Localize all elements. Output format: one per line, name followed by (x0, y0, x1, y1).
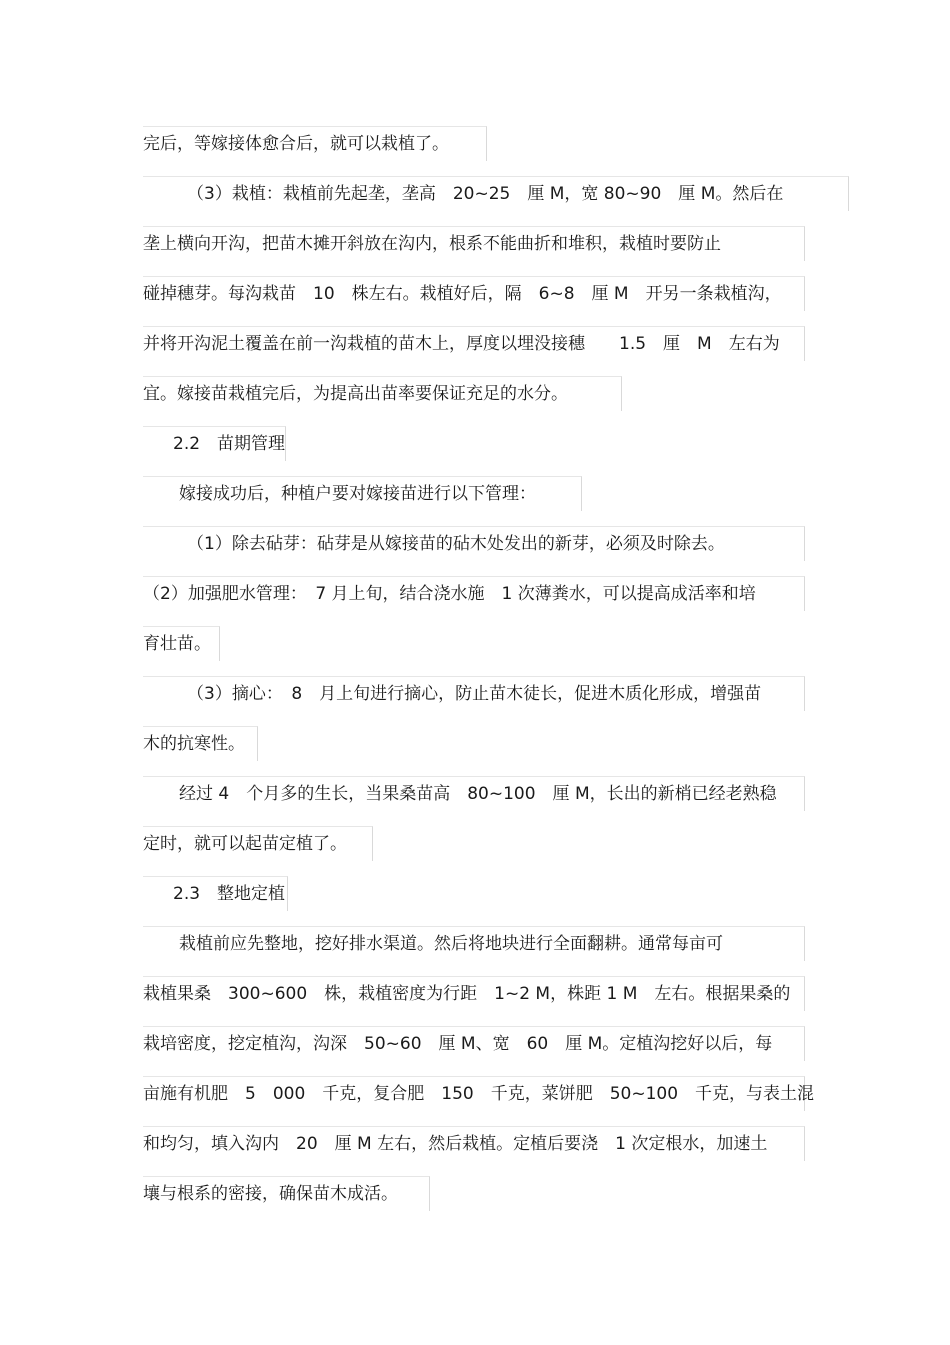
text-line-12: （3）摘心： 8 月上旬进行摘心，防止苗木徒长，促进木质化形成，增强苗 (143, 676, 805, 711)
text-line-18: 栽植果桑 300~600 株，栽植密度为行距 1~2 M，株距 1 M 左右。根据果桑的 (143, 976, 805, 1011)
text-line-4: 碰掉穗芽。每沟栽苗 10 株左右。栽植好后，隔 6~8 厘 M 开另一条栽植沟， (143, 276, 805, 311)
text-line-5: 并将开沟泥土覆盖在前一沟栽植的苗木上，厚度以埋没接穗 1.5 厘 M 左右为 (143, 326, 805, 361)
text-line-20: 亩施有机肥 5 000 千克，复合肥 150 千克，菜饼肥 50~100 千克，与表土混 (143, 1076, 805, 1111)
text-line-9: （1）除去砧芽：砧芽是从嫁接苗的砧木处发出的新芽，必须及时除去。 (143, 526, 805, 561)
text-line-3: 垄上横向开沟，把苗木摊开斜放在沟内，根系不能曲折和堆积，栽植时要防止 (143, 226, 805, 261)
text-line-11: 育壮苗。 (143, 626, 220, 661)
text-line-8: 嫁接成功后，种植户要对嫁接苗进行以下管理： (143, 476, 582, 511)
text-line-13: 木的抗寒性。 (143, 726, 258, 761)
text-line-1: 完后，等嫁接体愈合后，就可以栽植了。 (143, 126, 487, 161)
text-line-21: 和均匀，填入沟内 20 厘 M 左右，然后栽植。定植后要浇 1 次定根水，加速土 (143, 1126, 805, 1161)
text-line-19: 栽培密度，挖定植沟，沟深 50~60 厘 M、宽 60 厘 M。定植沟挖好以后，每 (143, 1026, 805, 1061)
text-line-15: 定时，就可以起苗定植了。 (143, 826, 373, 861)
text-line-2: （3）栽植：栽植前先起垄，垄高 20~25 厘 M，宽 80~90 厘 M。然后在 (143, 176, 849, 211)
text-line-10: （2）加强肥水管理： 7 月上旬，结合浇水施 1 次薄粪水，可以提高成活率和培 (143, 576, 805, 611)
text-line-17: 栽植前应先整地，挖好排水渠道。然后将地块进行全面翻耕。通常每亩可 (143, 926, 805, 961)
section-heading-2-3: 2.3 整地定植 (143, 876, 288, 911)
section-heading-2-2: 2.2 苗期管理 (143, 426, 286, 461)
text-line-6: 宜。嫁接苗栽植完后，为提高出苗率要保证充足的水分。 (143, 376, 622, 411)
text-line-14: 经过 4 个月多的生长，当果桑苗高 80~100 厘 M，长出的新梢已经老熟稳 (143, 776, 805, 811)
text-line-22: 壤与根系的密接，确保苗木成活。 (143, 1176, 430, 1211)
